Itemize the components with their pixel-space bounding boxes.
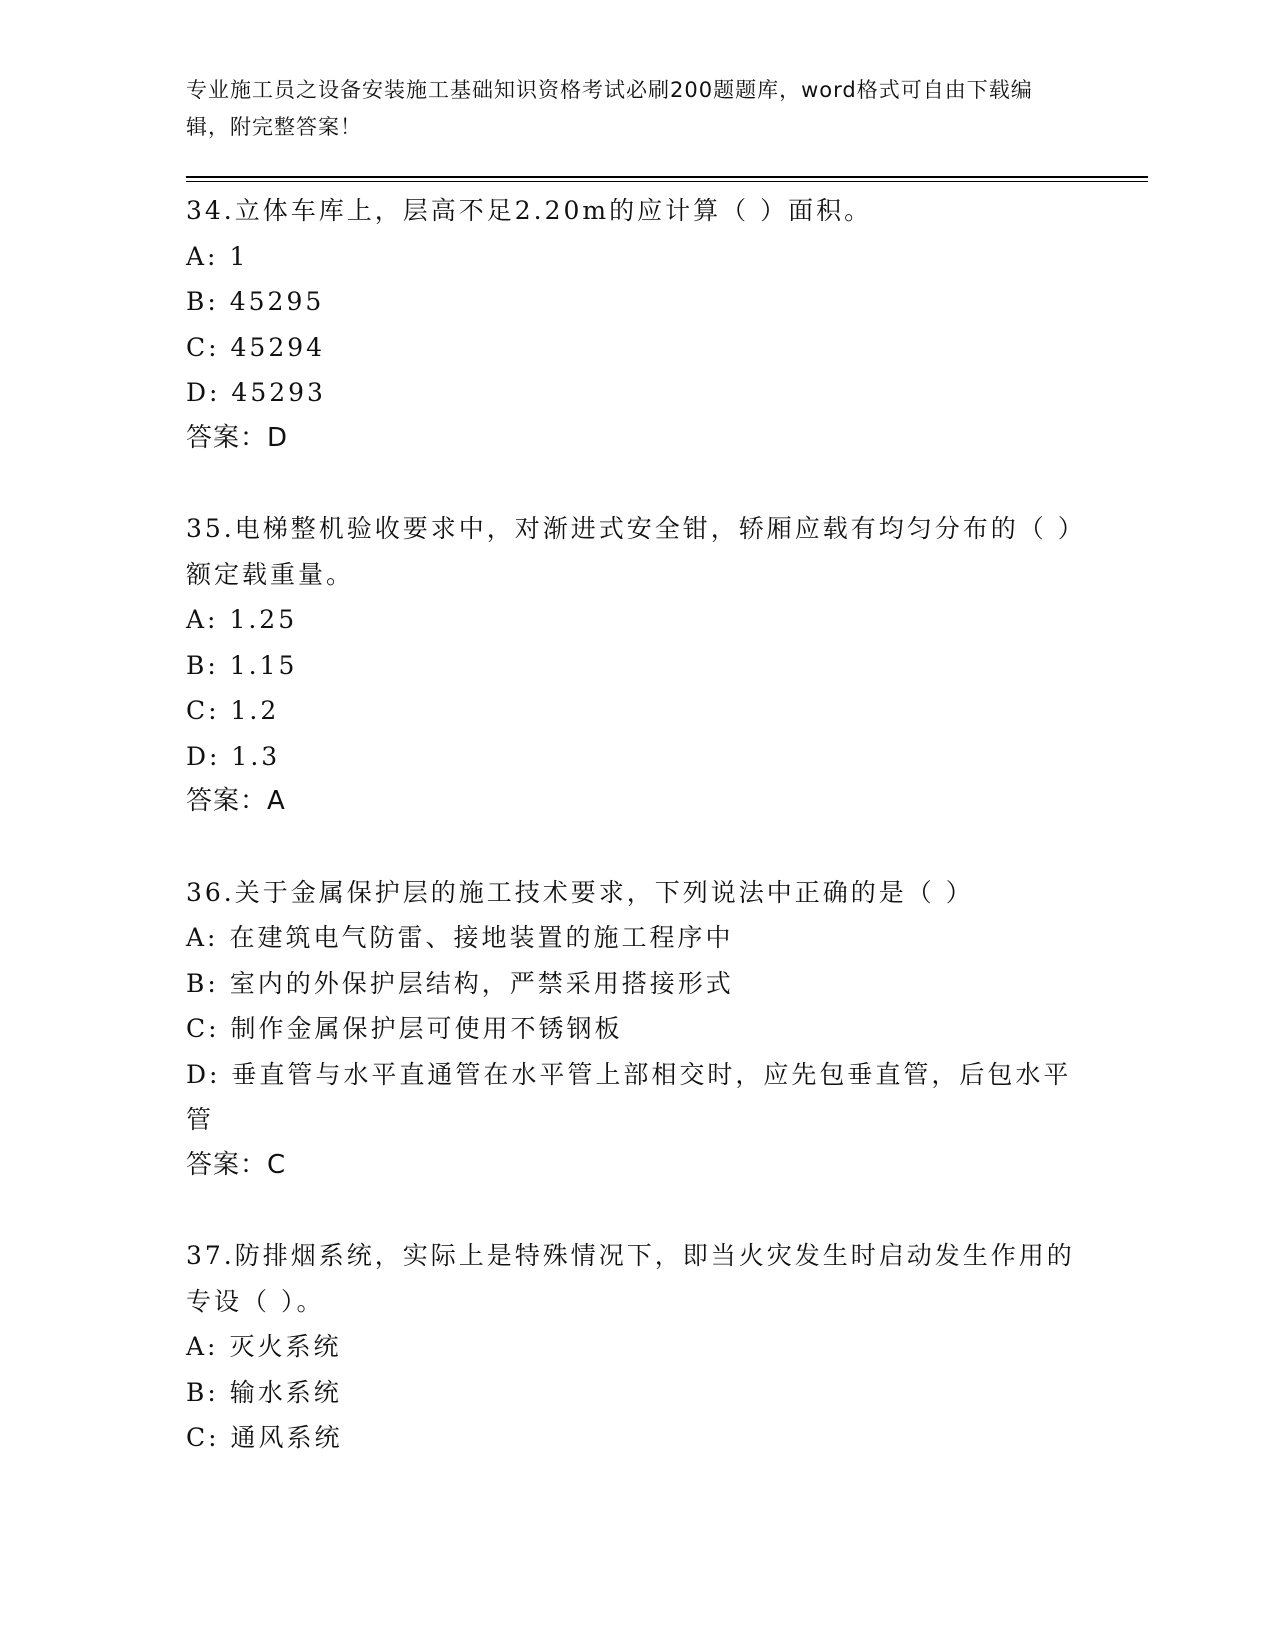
question-36	[186, 870, 1076, 1189]
option-label: B:	[186, 968, 219, 998]
option-d	[186, 734, 1076, 780]
option-c	[186, 688, 1076, 734]
option-label: A:	[186, 605, 219, 634]
option-a	[186, 597, 1076, 643]
option-b	[186, 643, 1076, 689]
option-text: 45295	[229, 287, 325, 316]
option-label: A:	[186, 241, 219, 271]
option-text: 垂直管与水平直通管在水平管上部相交时，应先包垂直管，后包水平管	[186, 1059, 1072, 1134]
option-label: B:	[186, 650, 219, 680]
option-d	[186, 370, 1076, 416]
option-label: A:	[186, 923, 219, 952]
option-label: D:	[186, 1059, 221, 1089]
option-label: D:	[186, 741, 221, 771]
document-header: 专业施工员之设备安装施工基础知识资格考试必刷200题题库，word格式可自由下载编辑，附完整答案！	[186, 78, 1033, 139]
option-label: A:	[186, 1332, 219, 1361]
question-stem: 36.关于金属保护层的施工技术要求，下列说法中正确的是（ ）	[186, 877, 974, 907]
option-c	[186, 1415, 1076, 1461]
option-a	[186, 1324, 1076, 1370]
option-text: 1.15	[229, 650, 298, 680]
option-a	[186, 234, 1076, 280]
answer-line: 答案：C	[186, 1149, 287, 1180]
option-c	[186, 325, 1076, 371]
question-stem: 35.电梯整机验收要求中，对渐进式安全钳，轿厢应载有均匀分布的（ ）额定载重量。	[186, 514, 1074, 589]
option-text: 1	[229, 241, 249, 271]
question-35	[186, 506, 1076, 825]
option-b	[186, 1370, 1076, 1416]
option-text: 45294	[230, 332, 326, 362]
option-text: 制作金属保护层可使用不锈钢板	[230, 1014, 623, 1043]
option-text: 在建筑电气防雷、接地装置的施工程序中	[229, 923, 734, 952]
option-label: B:	[186, 287, 219, 316]
option-label: C:	[186, 696, 220, 725]
option-text: 输水系统	[229, 1377, 342, 1407]
option-c	[186, 1006, 1076, 1052]
option-label: C:	[186, 1423, 220, 1452]
question-34	[186, 188, 1076, 461]
option-text: 45293	[231, 378, 326, 407]
header-divider-thin	[186, 181, 1148, 182]
header-divider-thick	[186, 176, 1148, 178]
question-stem: 37.防排烟系统，实际上是特殊情况下，即当火灾发生时启动发生作用的专设（ ）。	[186, 1241, 1075, 1316]
option-text: 1.25	[229, 605, 298, 634]
question-stem: 34.立体车库上，层高不足2.20m的应计算（ ）面积。	[186, 196, 873, 225]
option-label: C:	[186, 332, 220, 362]
option-label: C:	[186, 1014, 220, 1043]
question-37	[186, 1233, 1076, 1461]
option-text: 1.2	[230, 696, 280, 725]
option-d	[186, 1052, 1076, 1143]
answer-line: 答案：A	[186, 786, 286, 816]
option-b	[186, 961, 1076, 1007]
option-text: 室内的外保护层结构，严禁采用搭接形式	[229, 968, 734, 998]
option-label: D:	[186, 378, 221, 407]
option-label: B:	[186, 1377, 219, 1407]
option-text: 1.3	[231, 741, 281, 771]
option-b	[186, 279, 1076, 325]
question-list	[186, 188, 1076, 1506]
option-text: 灭火系统	[229, 1332, 342, 1361]
answer-line: 答案：D	[186, 422, 289, 453]
option-text: 通风系统	[230, 1423, 343, 1452]
option-a	[186, 915, 1076, 961]
